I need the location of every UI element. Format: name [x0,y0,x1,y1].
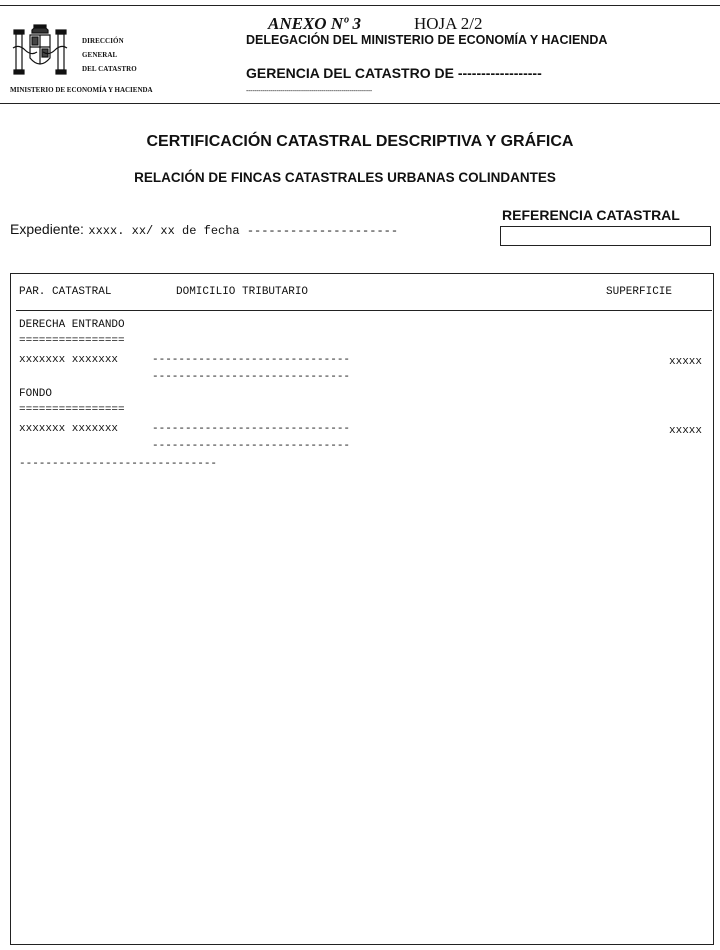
ministry-name: MINISTERIO DE ECONOMÍA Y HACIENDA [10,86,153,94]
annex-number: ANEXO Nº 3 [268,14,361,33]
sheet-number: HOJA 2/2 [414,14,483,33]
section-underline: ================ [19,335,125,347]
management-line: -------------------------------------------------------------- [246,88,372,95]
management-title: GERENCIA DEL CATASTRO DE ------------------ [246,65,542,81]
expediente [10,221,398,239]
section-heading: FONDO [19,388,53,400]
section-underline: ================ [19,404,125,416]
parcel-area: xxxxx [669,425,703,437]
column-header-parcel: PAR. CATASTRAL [19,286,112,298]
coat-of-arms-icon [10,20,70,80]
section-heading: DERECHA ENTRANDO [19,319,125,331]
column-header-area: SUPERFICIE [606,286,673,298]
parcel-reference: xxxxxxx xxxxxxx [19,354,119,366]
document-subtitle: RELACIÓN DE FINCAS CATASTRALES URBANAS COLINDANTES [134,170,556,185]
delegation-title: DELEGACIÓN DEL MINISTERIO DE ECONOMÍA Y HACIENDA [246,33,608,47]
column-header-address: DOMICILIO TRIBUTARIO [176,286,309,298]
address-line: ------------------------------ [152,354,351,366]
parcel-reference: xxxxxxx xxxxxxx [19,423,119,435]
address-line: ------------------------------ [152,423,351,435]
expediente-value: xxxx. xx/ xx de fecha --------------------- [88,224,399,238]
parcel-table-frame [10,273,714,945]
address-line: ------------------------------ [152,371,351,383]
document-title: CERTIFICACIÓN CATASTRAL DESCRIPTIVA Y GRÁFICA [146,133,574,150]
institution-line-1: DIRECCIÓN [82,37,124,45]
header-bottom-rule [0,103,720,104]
reference-field[interactable] [500,226,711,246]
parcel-area: xxxxx [669,356,703,368]
closing-line: ------------------------------ [19,458,218,470]
institution-line-3: DEL CATASTRO [82,65,137,73]
address-line: ------------------------------ [152,440,351,452]
top-rule [0,5,720,6]
reference-label: REFERENCIA CATASTRAL [502,207,680,223]
expediente-label: Expediente: [10,221,84,237]
column-header-rule [16,310,712,311]
institution-line-2: GENERAL [82,51,118,59]
